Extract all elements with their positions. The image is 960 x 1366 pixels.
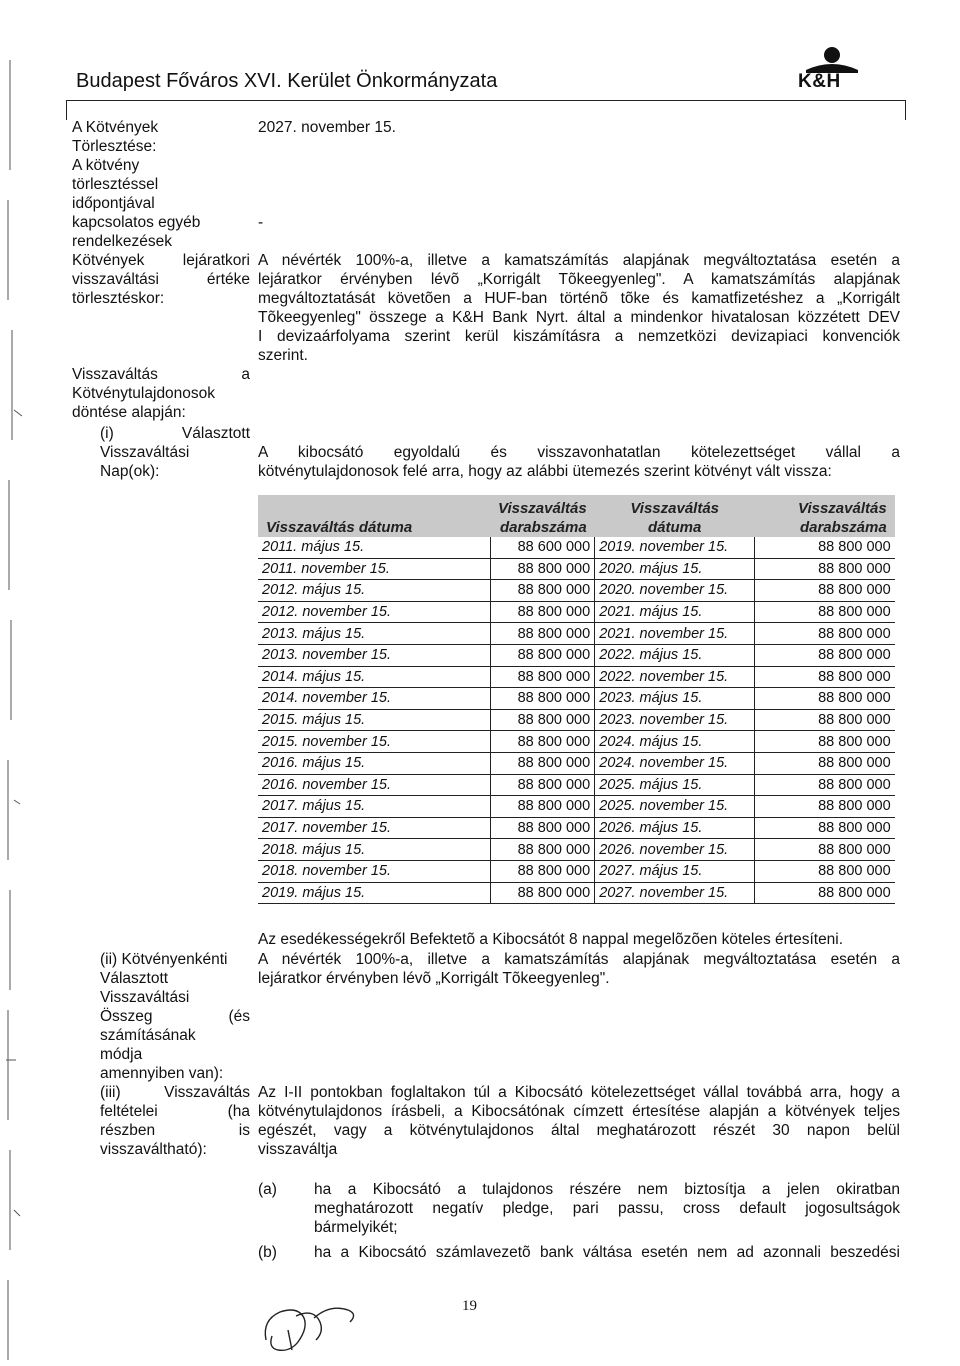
date-cell: 2017. november 15. [258,817,490,839]
label-other-provisions [72,156,250,251]
label-line: (i) Választott [100,425,250,442]
date-cell: 2023. május 15. [595,688,755,710]
label-holder-redemption [72,365,250,422]
date-cell: 2027. november 15. [595,882,755,904]
date-cell: 2023. november 15. [595,709,755,731]
quantity-cell: 88 800 000 [755,558,895,580]
label-line: Visszaváltás a [72,366,250,383]
date-cell: 2013. május 15. [258,623,490,645]
label-line: időpontjával [72,195,155,212]
quantity-cell: 88 600 000 [490,537,595,558]
value-repayment-date: 2027. november 15. [258,119,396,136]
date-cell: 2012. május 15. [258,580,490,602]
paragraph-line: ha a Kibocsátó számlavezetõ bank váltása esetén nem ad azonnali beszedési [314,1244,900,1261]
quantity-cell: 88 800 000 [755,580,895,602]
date-cell: 2012. november 15. [258,601,490,623]
label-line: visszaváltható): [100,1141,207,1158]
paragraph-line: kötvénytulajdonosok felé arra, hogy az alábbi ütemezés szerint kötvényt vált vissza: [258,463,832,480]
header-redemption-quantity [490,495,595,537]
label-line: Visszaváltási [100,989,190,1006]
label-line: amennyiben van): [100,1065,224,1082]
list-body [314,1243,900,1262]
label-repayment [72,118,250,156]
label-line: Kötvénytulajdonosok [72,385,216,402]
list-item-a [258,1180,900,1240]
table-row [258,537,895,558]
quantity-cell: 88 800 000 [755,839,895,861]
date-cell: 2024. május 15. [595,731,755,753]
list-body [314,1180,900,1237]
paragraph-line: lejáratkor érvényben lévõ „Korrigált Tõkeegyenleg". A kamatszámítás alapjának [258,271,900,288]
quantity-cell: 88 800 000 [755,731,895,753]
date-cell: 2014. november 15. [258,688,490,710]
paragraph-line: visszaváltja [258,1141,338,1158]
list-marker: (a) [258,1181,277,1198]
quantity-cell: 88 800 000 [755,537,895,558]
label-line: (ii) Kötvényenkénti [100,951,228,968]
quantity-cell: 88 800 000 [755,774,895,796]
kh-bank-logo [796,44,866,94]
table-row [258,731,895,753]
date-cell: 2011. november 15. [258,558,490,580]
table-row [258,796,895,818]
quantity-cell: 88 800 000 [755,817,895,839]
paragraph-line: bármelyikét; [314,1219,398,1236]
header-text: Visszaváltás [498,500,587,517]
table-row [258,839,895,861]
quantity-cell: 88 800 000 [755,882,895,904]
date-cell: 2019. november 15. [595,537,755,558]
table-row [258,882,895,904]
label-line: Nap(ok): [100,463,160,480]
date-cell: 2026. november 15. [595,839,755,861]
quantity-cell: 88 800 000 [755,644,895,666]
quantity-cell: 88 800 000 [755,709,895,731]
paragraph-line: A névérték 100%-a, illetve a kamatszámítás alapjának megváltoztatása esetén a [258,951,900,968]
label-line: visszaváltási értéke [72,271,250,288]
label-line: Törlesztése: [72,138,157,155]
date-cell: 2015. november 15. [258,731,490,753]
label-line: törlesztéssel [72,176,159,193]
quantity-cell: 88 800 000 [490,688,595,710]
label-line: Visszaváltási [100,444,190,461]
date-cell: 2025. május 15. [595,774,755,796]
table-row [258,601,895,623]
quantity-cell: 88 800 000 [490,860,595,882]
table-row [258,623,895,645]
quantity-cell: 88 800 000 [490,709,595,731]
list-marker: (b) [258,1244,277,1261]
table-row [258,580,895,602]
value-other-provisions: - [258,214,264,231]
scan-margin-marks [0,0,40,1366]
quantity-cell: 88 800 000 [490,580,595,602]
label-redemption-conditions [100,1083,250,1159]
quantity-cell: 88 800 000 [490,817,595,839]
quantity-cell: 88 800 000 [490,796,595,818]
date-cell: 2021. május 15. [595,601,755,623]
date-cell: 2019. május 15. [258,882,490,904]
kh-logo-icon [796,44,866,74]
label-line: A kötvény [72,157,140,174]
date-cell: 2013. november 15. [258,644,490,666]
label-line: (iii) Visszaváltás [100,1084,250,1101]
table-row [258,666,895,688]
table-row [258,817,895,839]
date-cell: 2016. november 15. [258,774,490,796]
quantity-cell: 88 800 000 [490,774,595,796]
table-row [258,860,895,882]
label-line: részben is [100,1122,250,1139]
quantity-cell: 88 800 000 [490,601,595,623]
paragraph-line: lejáratkor érvényben lévõ „Korrigált Tõkeegyenleg". [258,970,610,987]
quantity-cell: 88 800 000 [490,623,595,645]
quantity-cell: 88 800 000 [490,731,595,753]
paragraph-line: A névérték 100%-a, illetve a kamatszámítás alapjának megváltoztatása esetén a [258,252,900,269]
frame-left-rule [66,100,67,120]
label-redemption-amount [100,950,250,1083]
header-redemption-date [258,495,490,537]
table-row [258,644,895,666]
frame-right-rule [905,100,906,120]
date-cell: 2011. május 15. [258,537,490,558]
header-redemption-date-2 [595,495,755,537]
value-redemption-value [258,251,900,365]
paragraph-line: ha a Kibocsátó a tulajdonos részére nem biztosítja a jelen okiratban [314,1181,900,1198]
paragraph-line: kötvénytulajdonos írásbeli, a Kibocsátónak címzett értesítése alapján a kötvények teljes [258,1103,900,1120]
header-text: darabszáma [799,519,887,536]
header-text: Visszaváltás [266,519,355,536]
quantity-cell: 88 800 000 [490,666,595,688]
date-cell: 2016. május 15. [258,752,490,774]
date-cell: 2017. május 15. [258,796,490,818]
label-line: Összeg (és [100,1008,250,1025]
date-cell: 2020. november 15. [595,580,755,602]
header-text: darabszáma [499,519,587,536]
date-cell: 2018. május 15. [258,839,490,861]
quantity-cell: 88 800 000 [490,558,595,580]
table-row [258,709,895,731]
document-header-title: Budapest Főváros XVI. Kerület Önkormányzata [76,70,498,92]
quantity-cell: 88 800 000 [755,860,895,882]
quantity-cell: 88 800 000 [755,796,895,818]
paragraph-line: Az I-II pontokban foglaltakon túl a Kibocsátó kötelezettséget vállal továbbá arra, hogy a [258,1084,900,1101]
paragraph-line: szerint. [258,347,308,364]
date-cell: 2021. november 15. [595,623,755,645]
paragraph-line: megváltoztatását követõen a HUF-ban történõ tõke és kamatfizetéshez a „Korrigált [258,290,900,307]
quantity-cell: 88 800 000 [490,839,595,861]
date-cell: 2024. november 15. [595,752,755,774]
header-text: Visszaváltás [798,500,887,517]
paragraph-line: Tõkeegyenleg" összege a K&H Bank Nyrt. által a mindenkor hivatalosan közzétett DEV [258,309,900,326]
date-cell: 2022. május 15. [595,644,755,666]
frame-top-rule [66,100,906,101]
quantity-cell: 88 800 000 [490,752,595,774]
label-line: rendelkezések [72,233,172,250]
label-line: feltételei (ha [100,1103,250,1120]
schedule-body [258,537,895,904]
date-cell: 2015. május 15. [258,709,490,731]
page-number: 19 [462,1298,477,1314]
quantity-cell: 88 800 000 [755,666,895,688]
label-line: kapcsolatos egyéb [72,214,201,231]
value-redemption-conditions [258,1083,900,1159]
paragraph-line: meghatározott negatív pledge, pari passu, cross default jogosultságok [314,1200,900,1217]
header-redemption-quantity-2 [755,495,895,537]
paragraph-line: A kibocsátó egyoldalú és visszavonhatatlan kötelezettséget vállal a [258,444,900,461]
date-cell: 2025. november 15. [595,796,755,818]
label-redemption-value [72,251,250,308]
date-cell: 2022. november 15. [595,666,755,688]
label-line: számításának [100,1027,196,1044]
date-cell: 2027. május 15. [595,860,755,882]
quantity-cell: 88 800 000 [755,752,895,774]
notice-text: Az esedékességekről Befektetõ a Kibocsátót 8 nappal megelõzõen köteles értesíteni. [258,931,844,948]
value-redemption-amount [258,950,900,988]
quantity-cell: 88 800 000 [755,623,895,645]
handwritten-signature [258,1300,378,1360]
redemption-schedule-table [258,495,895,904]
date-cell: 2018. november 15. [258,860,490,882]
quantity-cell: 88 800 000 [490,644,595,666]
quantity-cell: 88 800 000 [490,882,595,904]
label-line: törlesztéskor: [72,290,165,307]
paragraph-line: egészét, vagy a kötvénytulajdonos által meghatározott részét 30 napon belül [258,1122,900,1139]
date-cell: 2026. május 15. [595,817,755,839]
date-cell: 2014. május 15. [258,666,490,688]
table-row [258,558,895,580]
list-item-b [258,1243,900,1265]
label-line: módja [100,1046,143,1063]
label-line: döntése alapján: [72,404,186,421]
label-chosen-redemption-days [100,424,250,481]
table-row [258,774,895,796]
table-row [258,688,895,710]
kh-logo-text: K&H [798,71,841,92]
date-cell: 2020. május 15. [595,558,755,580]
value-chosen-redemption-days [258,443,900,481]
header-text: Visszaváltás [630,500,720,517]
label-line: A Kötvények [72,119,159,136]
header-text: dátuma [358,519,413,536]
table-row [258,752,895,774]
label-line: Választott [100,970,169,987]
quantity-cell: 88 800 000 [755,688,895,710]
quantity-cell: 88 800 000 [755,601,895,623]
paragraph-line: I devizaárfolyama szerint kerül kiszámításra a nemzetközi devizapiaci konvenciók [258,328,900,345]
schedule-header-row [258,495,895,537]
header-text: dátuma [648,519,702,536]
label-line: Kötvények lejáratkori [72,252,250,269]
